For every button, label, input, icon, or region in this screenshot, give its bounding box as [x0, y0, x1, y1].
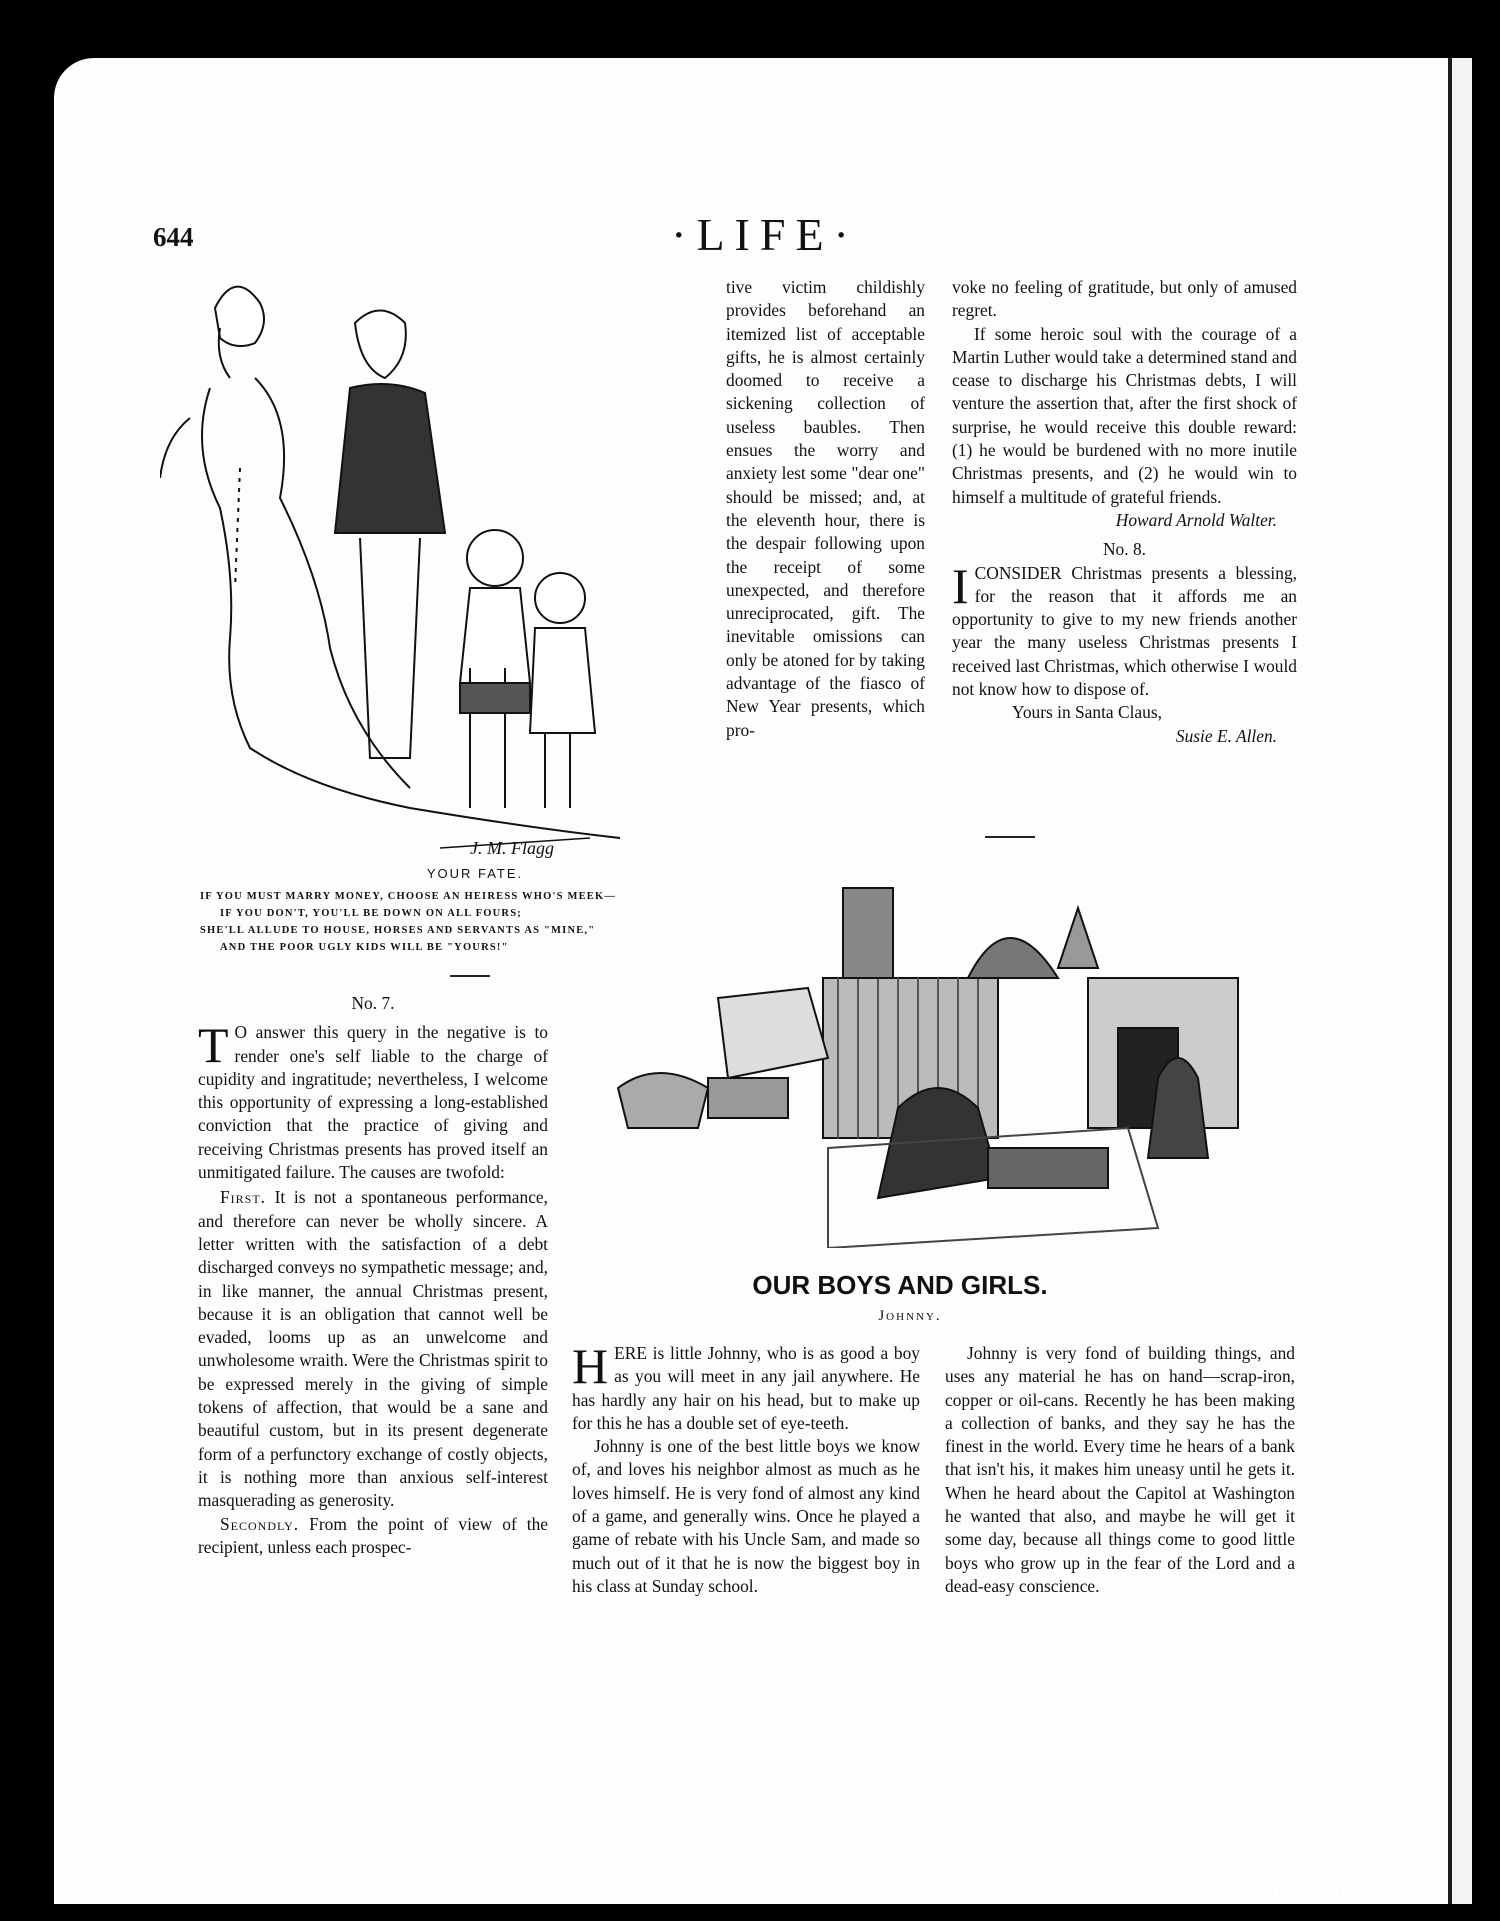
- label-first: First.: [220, 1187, 267, 1208]
- watermark: comicbooks.com: [1220, 1876, 1429, 1907]
- byline: Johnny.: [878, 1308, 942, 1324]
- article-no7-col1: [198, 992, 548, 1559]
- next-page-strip: [1452, 58, 1472, 1904]
- caption-line: SHE'LL ALLUDE TO HOUSE, HORSES AND SERVANTS AS "MINE,": [200, 925, 596, 936]
- paragraph: O answer this query in the negative is to render one's self liable to the charge of cupidity and ingratitude; nevertheless, I welcome this opportunity of expressing a long-established conviction that the practice of giving and receiving Christmas presents has proved itself an unmitigated failure. The causes are twofold:: [198, 1022, 548, 1183]
- paragraph: voke no feeling of gratitude, but only of amused regret.: [952, 277, 1297, 321]
- artist-signature: J. M. Flagg: [470, 838, 554, 858]
- closing: Yours in Santa Claus,: [1012, 702, 1162, 723]
- cartoon-your-fate: [160, 268, 710, 868]
- signature: Howard Arnold Walter.: [1115, 509, 1277, 530]
- paragraph: tive victim childishly provides beforehand an itemized list of acceptable gifts, he is almost certainly doomed to receive a sickening collection of useless baubles. Then ensues the worry and anxiety lest some "dear one" should be missed; and, at the eleventh hour, there is the despair following upon the receipt of some unexpected, and therefore unreciprocated, gift. The inevitable omissions can only be atoned for by taking advantage of the fiasco of New Year presents, which pro-: [726, 277, 925, 740]
- paragraph: Johnny is one of the best little boys we know of, and loves his neighbor almost as much as he loves himself. He is very fond of almost any kind of a game, and generally wins. Once he played a game of rebate with his Uncle Sam, and made so much out of it that he is now the biggest boy in his class at Sunday school.: [572, 1436, 920, 1596]
- page-number: 644: [153, 222, 194, 252]
- masthead-title: ·LIFE·: [671, 209, 859, 260]
- paragraph: If some heroic soul with the courage of a Martin Luther would take a determined stand and cease to discharge his Christmas debts, I will venture the assertion that, after the first shock of surprise, he would receive this double reward: (1) he would be burdened with no more inutile Christmas presents, and (2) he would win to himself a multitude of grateful friends.: [952, 323, 1297, 507]
- dropcap: H: [572, 1338, 609, 1394]
- section-heading: OUR BOYS AND GIRLS.: [752, 1270, 1048, 1300]
- caption-line: IF YOU DON'T, YOU'LL BE DOWN ON ALL FOURS;: [220, 908, 522, 919]
- paragraph: It is not a spontaneous performance, and therefore can never be wholly sincere. A letter written with the satisfaction of a debt discharged conveys no sympathetic message; and, in like manner, the annual Christmas present, because it is an obligation that cannot well be evaded, looms up as an unwelcome and unwholesome wraith. Were the Christmas spirit to be expressed merely in the giving of simple tokens of affection, that would be a sane and beautiful custom, but in its present degenerate form of a perfunctory exchange of costly objects, it is nothing more than anxious self-interest masquerading as generosity.: [198, 1187, 548, 1511]
- divider: [450, 975, 490, 977]
- cartoon-caption-title: YOUR FATE.: [426, 866, 524, 881]
- paragraph: Johnny is very fond of building things, and uses any material he has on hand—scrap-iron, copper or oil-cans. Recently he has been making a collection of banks, and they say he has the finest in the world. Every time he hears of a bank that isn't his, it makes him uneasy until he gets it. When he heard about the Capitol at Washington he wanted that also, and maybe he will get it some day, because all things come to good little boys who grow up in the fear of the Lord and a dead-easy conscience.: [945, 1343, 1295, 1596]
- paragraph: ERE is little Johnny, who is as good a boy as you will meet in any jail anywhere. He has hardly any hair on his head, but to make up for this he has a double set of eye-teeth.: [572, 1343, 920, 1433]
- caption-line: AND THE POOR UGLY KIDS WILL BE "YOURS!": [220, 942, 509, 953]
- article-boys-col2: [945, 1342, 1295, 1598]
- signature: Susie E. Allen.: [1175, 725, 1277, 746]
- paragraph: From the point of view of the recipient, unless each prospec-: [198, 1513, 548, 1557]
- caption-line: IF YOU MUST MARRY MONEY, CHOOSE AN HEIRESS WHO'S MEEK—: [200, 891, 617, 902]
- dropcap: T: [198, 1017, 229, 1074]
- article-no7-col2: [726, 276, 925, 742]
- article-boys-col1: [572, 1338, 920, 1598]
- section-heading: No. 8.: [1103, 539, 1146, 560]
- divider: [985, 836, 1035, 838]
- article-no7-col3: [952, 276, 1297, 748]
- label-secondly: Secondly.: [220, 1513, 300, 1534]
- paragraph: CONSIDER Christmas presents a blessing, for the reason that it affords me an opportunity to give to my new friends another year the many useless Christmas presents I received last Christmas, which otherwise I would not know how to dispose of.: [952, 562, 1297, 700]
- section-heading: No. 7.: [351, 993, 395, 1013]
- dropcap: I: [952, 557, 969, 614]
- cartoon-johnny-toys: [598, 848, 1258, 1248]
